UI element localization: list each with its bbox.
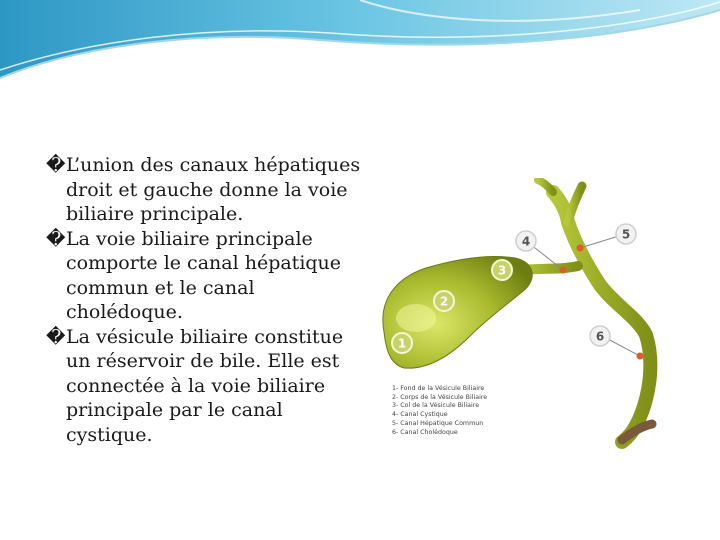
svg-text:4: 4 [521,234,531,249]
marker-3 [492,260,512,280]
legend-item: 3- Col de la Vésicule Biliaire [392,402,480,410]
bullet-item [46,325,366,448]
svg-text:6: 6 [595,329,605,344]
bullet-mark: � [46,227,66,250]
svg-text:3: 3 [497,263,507,278]
bullet-mark: � [46,325,66,348]
bullet-text: La voie biliaire principale comporte le canal hépatique commun et le canal cholédoque. [66,227,342,323]
marker-1 [392,333,412,353]
legend-item: 6- Canal Cholédoque [392,428,458,436]
duodenum-stub [622,424,652,440]
svg-text:1: 1 [397,336,407,351]
marker-6 [590,326,610,346]
svg-text:5: 5 [621,227,631,242]
figure-legend [392,385,487,437]
marker-4 [516,231,536,251]
marker-2 [434,291,454,311]
hepatic-duct-branch [538,180,553,192]
legend-item: 2- Corps de la Vésicule Biliaire [392,393,488,401]
hepatic-duct-branch [568,186,582,222]
legend-item: 5- Canal Hépatique Commun [392,419,484,427]
bullet-text: L’union des canaux hépatiques droit et gauche donne la voie biliaire principale. [66,154,361,225]
legend-item: 1- Fond de la Vésicule Biliaire [392,385,485,392]
bullet-mark: � [46,154,66,176]
bullet-text: La vésicule biliaire constitue un réservoir de bile. Elle est connectée à la voie biliaire principale par le canal cystique. [66,325,344,446]
bullet-item [46,153,366,227]
bullet-item [46,227,366,325]
header-wave-decoration [0,0,720,80]
marker-5 [616,224,636,244]
svg-text:2: 2 [439,294,449,309]
bullet-list [46,153,366,447]
legend-item: 4- Canal Cystique [392,411,448,419]
